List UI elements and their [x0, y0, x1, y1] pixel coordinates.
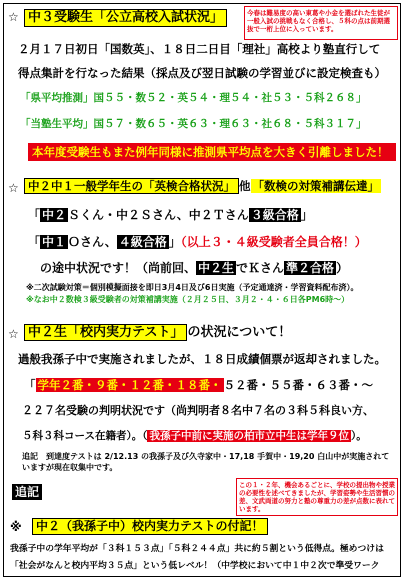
section-title-suffix: の状況について！ [187, 325, 292, 340]
kashiwa-rank-highlight: 我孫子中前に実施の柏市立中生は学年９位 [149, 430, 349, 442]
reference-mark: ※ [10, 520, 22, 534]
addendum-line-1: 我孫子中の学年平均が「３科１５３点」「５科２４４点」共に約５割という低得点。極めつけは [10, 544, 384, 554]
student-name: でＫさん [236, 261, 285, 275]
pass-badge: ４級合格 [118, 235, 167, 249]
quote-close: 」 [168, 235, 181, 249]
addendum-title: 中２（我孫子中）校内実力テストの付記！ [32, 518, 268, 535]
quote-close: 」 [300, 208, 313, 222]
star-bullet: ☆ [8, 10, 19, 24]
quote-open: 「 [28, 235, 41, 249]
section-title-eiken [24, 179, 381, 194]
note-box-exam: 今春は難易度の高い東葛や小金を選ばれた生徒が一般入試の挑戦もなく合格し、５科の点は前期選抜で一桁上位に入っています。 [244, 6, 398, 40]
section-title-join: 他 [239, 179, 251, 193]
paren-close: ） [336, 261, 349, 275]
section-title-school-test [24, 325, 291, 342]
addendum-label: 追記 [12, 484, 42, 500]
grade-badge: 中２ [42, 208, 67, 222]
addendum-line-2: 「社会がなんと校内平均３５点」という低レベル！（中学校において中１中２次で準受ワーク [10, 561, 380, 571]
grade-badge: 中１ [42, 235, 67, 249]
course-text: ５科３科コース在籍者）。（ [22, 430, 148, 442]
student-names: Ｓくん・中２Ｓさん、中２Ｔさん [68, 208, 249, 222]
school-test-line-2 [24, 378, 373, 393]
school-test-line-3: ２２７名受験の判明状況です（尚判明者８名中７名の３科５科良い方、 [22, 404, 374, 417]
other-ranks: ５２番・５５番・６３番・～ [223, 378, 373, 392]
quote-open: 「 [28, 208, 41, 222]
star-bullet: ☆ [8, 181, 19, 195]
quote-open: 「 [24, 378, 36, 392]
note-box-addendum: この１・２年、機会あるごとに、学校の提出物や授業の必要性を述べてきましたが、学習姿勢や生活習慣の差、文武両道の努力と塾の尊重力の差が点数に表れています。 [236, 478, 398, 516]
section-title-math-test: 「数検の対策補講伝達」 [252, 179, 379, 193]
exam-report-line-1: ２月１７日初日「国数英」、１８日二日目「理社」高校より塾直行して [18, 42, 381, 56]
top-ranks-highlight: 学年２番・９番・１２番・１８番・ [37, 378, 222, 392]
exam-report-line-2: 得点集計を行なった結果（採点及び翌日試験の学習並びに設定検査も） [18, 66, 386, 80]
result-banner: 本年度受験生もまた例年同様に推測県平均点を大きく引離しました！ [28, 143, 396, 161]
pass-badge: 準２合格 [286, 261, 335, 275]
school-average-scores: 「当塾生平均」国５７・数６５・英６３・理６３・社６８・５科３１７」 [20, 118, 367, 130]
section-title-high-school-exam: 中３受験生「公立高校入試状況」 [24, 9, 227, 27]
school-test-line-1: 過般我孫子中で実施されましたが、１８日成績個票が返却されました。 [18, 352, 386, 366]
section-title-school-test-box: 中２生「校内実力テスト」 [24, 324, 187, 341]
eiken-line-1 [28, 208, 313, 224]
interview-note: ※二次試験対策＝個別模擬面接を即日3月4日及び6日実施（予定通達済・学習資料配布済）。 [26, 283, 359, 292]
eiken-line-2 [28, 235, 367, 251]
section-title-eiken-box: 中２中１一般学年生の「英検合格状況」 [24, 178, 239, 194]
achievement-test-note: 追記 到達度テストは 2/12.13 の我孫子及び久寺家中・17,18 手賀中・19,20 白山中が実施されていますが現在収集中です。 [22, 452, 390, 472]
student-names: Ｏさん、 [68, 235, 117, 249]
star-bullet: ☆ [8, 327, 19, 341]
math-test-note: ※なお中２数検３級受験者の対策補講実施（２月２５日、３月２・４・６日各PM6時～） [26, 295, 350, 304]
grade-badge: 中２生 [198, 261, 235, 275]
prefecture-average-scores: 「県平均推測」国５５・数５２・英５４・理５４・社５３・５科２６８」 [20, 92, 367, 104]
pass-badge: ３級合格 [250, 208, 299, 222]
status-text: の途中状況です！（尚前回、 [40, 261, 197, 275]
school-test-line-4 [22, 430, 367, 444]
eiken-line-3 [40, 261, 348, 277]
paren-close: ）。 [350, 430, 367, 442]
all-passed-note: （以上３・４級受験者全員合格！） [180, 235, 367, 249]
